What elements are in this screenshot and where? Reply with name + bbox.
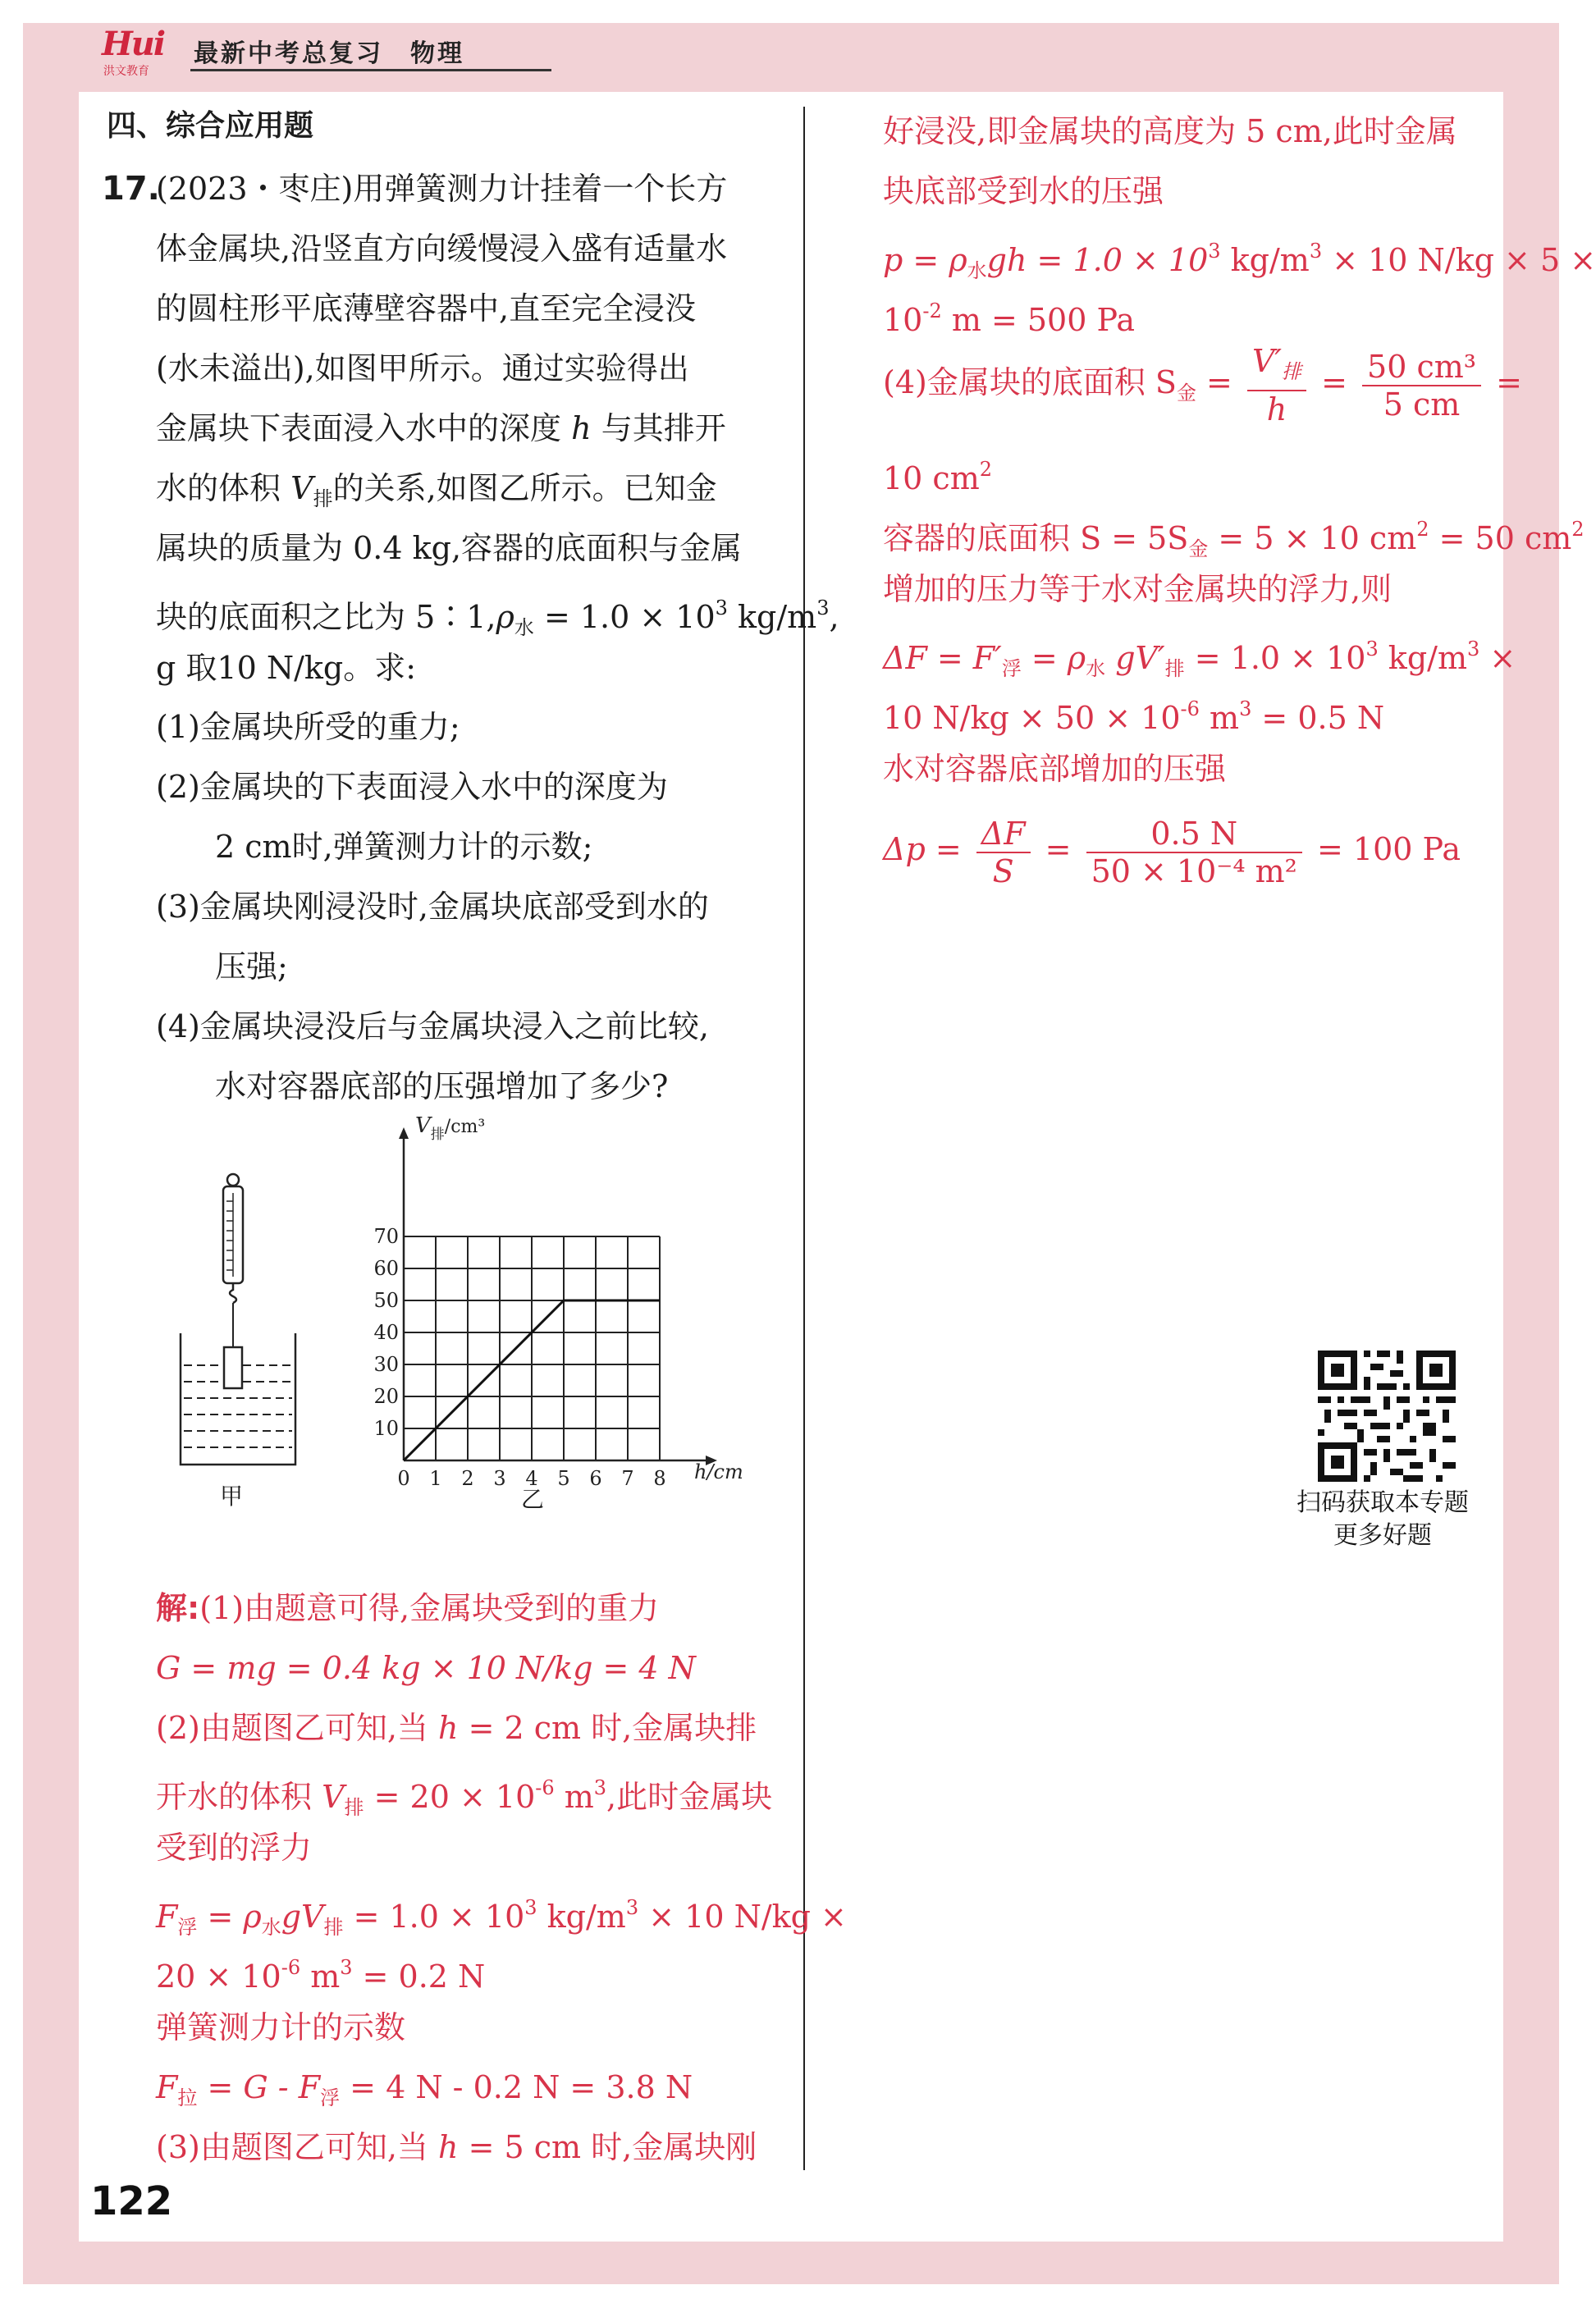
r9-sub2: 水 bbox=[1086, 657, 1106, 680]
solution-right-line-5 bbox=[883, 343, 1522, 430]
r10-c: = 0.5 N bbox=[1251, 700, 1385, 736]
solution-right-line-9 bbox=[883, 629, 1516, 688]
question-line-8-text: 块的底面积之比为 5∶1, bbox=[156, 599, 496, 635]
solution-line-9-b: = G - F bbox=[197, 2069, 321, 2105]
solution-line-10-a: (3)由题图乙可知,当 bbox=[156, 2129, 438, 2165]
solution-line-6 bbox=[156, 1888, 847, 1947]
solution-line-6-b: = ρ bbox=[197, 1899, 262, 1935]
rho-end: , bbox=[829, 599, 839, 635]
solution-line-6-d: = 1.0 × 10 bbox=[343, 1899, 525, 1935]
v-symbol: V bbox=[290, 470, 313, 506]
r3-exp2: 3 bbox=[1309, 240, 1323, 263]
x-tick-label: 8 bbox=[653, 1467, 666, 1490]
solution-line-1-text: (1)由题意可得,金属块受到的重力 bbox=[199, 1590, 660, 1626]
r7-exp: 2 bbox=[1416, 518, 1429, 541]
x-tick-label: 2 bbox=[461, 1467, 474, 1490]
r9-a: ΔF = F′ bbox=[883, 640, 1002, 676]
r6-exp: 2 bbox=[979, 458, 993, 481]
question-line-6-tail: 的关系,如图乙所示。已知金 bbox=[332, 470, 717, 506]
x-tick-label: 5 bbox=[557, 1467, 570, 1490]
solution-line-6-f: × 10 N/kg × bbox=[638, 1899, 847, 1935]
rho-unit-exponent: 3 bbox=[816, 596, 830, 619]
r3-b: gh = 1.0 × 10 bbox=[986, 242, 1209, 278]
r10-b: m bbox=[1199, 700, 1240, 736]
solution-right-line-1: 好浸没,即金属块的高度为 5 cm,此时金属 bbox=[883, 113, 1457, 149]
y-tick-label: 50 bbox=[373, 1289, 399, 1312]
r5-fraction-1 bbox=[1247, 343, 1306, 427]
y-tick-label: 30 bbox=[373, 1353, 399, 1376]
solution-line-6-a: F bbox=[156, 1899, 178, 1935]
solution-line-10 bbox=[156, 2127, 757, 2167]
question-line-5-text: 金属块下表面浸入水中的深度 bbox=[156, 410, 562, 446]
r10-a: 10 N/kg × 50 × 10 bbox=[883, 700, 1181, 736]
solution-line-9-a: F bbox=[156, 2069, 178, 2105]
r5-f1-den: h bbox=[1266, 391, 1287, 427]
r9-d: = 1.0 × 10 bbox=[1184, 640, 1366, 676]
solution-line-4-sub: 排 bbox=[344, 1796, 364, 1819]
part-2 bbox=[156, 767, 668, 807]
chart-grid bbox=[404, 1236, 660, 1460]
question-line-5-tail: 与其排开 bbox=[601, 410, 726, 446]
figure-jia bbox=[164, 1165, 312, 1510]
r12-f2-den: 50 × 10⁻⁴ m² bbox=[1091, 852, 1297, 889]
solution-line-3 bbox=[156, 1708, 757, 1748]
r9-sub3: 排 bbox=[1164, 657, 1185, 680]
r9-b: = ρ bbox=[1021, 640, 1086, 676]
y-axis-arrow bbox=[399, 1127, 409, 1139]
solution-right-line-2: 块底部受到水的压强 bbox=[883, 173, 1164, 209]
solution-line-5: 受到的浮力 bbox=[156, 1830, 313, 1866]
h-symbol: h bbox=[571, 410, 592, 446]
x-tick-label: 7 bbox=[621, 1467, 634, 1490]
r9-e: kg/m bbox=[1378, 640, 1467, 676]
chart-axes bbox=[399, 1127, 717, 1465]
y-tick-label: 20 bbox=[373, 1385, 399, 1408]
r3-c: kg/m bbox=[1220, 242, 1310, 278]
rho-unit: kg/m bbox=[727, 599, 817, 635]
solution-line-6-exp: 3 bbox=[524, 1896, 537, 1919]
question-line-9: g 取10 N/kg。求: bbox=[156, 650, 417, 686]
r4-exp: -2 bbox=[922, 299, 942, 322]
v-subscript: 排 bbox=[313, 487, 333, 510]
y-tick-label: 60 bbox=[373, 1257, 399, 1280]
book-title: 最新中考总复习 物理 bbox=[194, 39, 464, 68]
solution-jie: 解: bbox=[156, 1590, 200, 1626]
part-3-text: 金属块刚浸没时,金属块底部受到水的 bbox=[199, 889, 709, 925]
section-heading: 四、综合应用题 bbox=[107, 109, 314, 143]
question-line-6-text: 水的体积 bbox=[156, 470, 281, 506]
solution-line-3-b: = 2 cm 时,金属块排 bbox=[458, 1710, 757, 1746]
header-rule bbox=[190, 69, 551, 71]
solution-line-4-d: ,此时金属块 bbox=[606, 1779, 773, 1815]
solution-line-10-h: h bbox=[438, 2129, 459, 2165]
part-3 bbox=[156, 887, 709, 926]
r9-c: gV′ bbox=[1105, 640, 1165, 676]
solution-line-4-a: 开水的体积 bbox=[156, 1779, 322, 1815]
figure-jia-caption: 甲 bbox=[220, 1483, 244, 1510]
solution-line-7 bbox=[156, 1948, 485, 1996]
r5-f1-num-text: V′ bbox=[1251, 343, 1283, 379]
rho-value: = 1.0 × 10 bbox=[533, 599, 716, 635]
solution-line-9-sub: 拉 bbox=[177, 2086, 198, 2109]
r7-c: = 50 cm bbox=[1429, 520, 1572, 556]
page-bottom-band bbox=[23, 2242, 1559, 2284]
r5-b: = bbox=[1196, 364, 1242, 400]
r5-eq: = bbox=[1311, 364, 1358, 400]
solution-line-6-sub2: 水 bbox=[261, 1916, 281, 1939]
r12-f1-num: ΔF bbox=[976, 816, 1031, 853]
solution-line-9 bbox=[156, 2068, 693, 2118]
solution-line-4 bbox=[156, 1768, 772, 1827]
solution-line-1 bbox=[156, 1588, 659, 1628]
r10-exp: -6 bbox=[1180, 697, 1200, 720]
r12-fraction-2 bbox=[1086, 816, 1302, 889]
solution-right-line-6 bbox=[883, 450, 992, 498]
qr-caption-line-1: 扫码获取本专题 bbox=[1296, 1488, 1469, 1517]
figure-yi-caption: 乙 bbox=[521, 1486, 545, 1513]
r5-f1-num-sub: 排 bbox=[1282, 360, 1302, 383]
y-label-unit: /cm³ bbox=[444, 1117, 486, 1137]
r5-f1-num bbox=[1247, 343, 1306, 391]
rho-subscript: 水 bbox=[514, 616, 534, 639]
solution-right-line-8: 增加的压力等于水对金属块的浮力,则 bbox=[883, 571, 1392, 607]
publisher-logo bbox=[102, 25, 184, 78]
part-2-label: (2) bbox=[156, 769, 200, 805]
x-tick-label: 4 bbox=[525, 1467, 538, 1490]
r5-fraction-2 bbox=[1362, 349, 1481, 423]
solution-line-2: G = mg = 0.4 kg × 10 N/kg = 4 N bbox=[156, 1650, 696, 1686]
solution-right-line-3 bbox=[883, 231, 1596, 290]
solution-line-6-e: kg/m bbox=[537, 1899, 626, 1935]
y-label-sub: 排 bbox=[430, 1127, 445, 1143]
qr-caption-line-2: 更多好题 bbox=[1333, 1521, 1432, 1550]
chart-x-axis-label: h/cm bbox=[694, 1460, 743, 1483]
r5-f2-den: 5 cm bbox=[1383, 386, 1461, 423]
solution-right-line-10 bbox=[883, 689, 1384, 738]
part-3-label: (3) bbox=[156, 889, 200, 925]
part-1-label: (1) bbox=[156, 709, 200, 745]
x-tick-label: 0 bbox=[397, 1467, 410, 1490]
solution-line-4-c: m bbox=[554, 1779, 594, 1815]
solution-line-3-h: h bbox=[438, 1710, 459, 1746]
x-tick-label: 6 bbox=[589, 1467, 602, 1490]
question-line-5 bbox=[156, 409, 726, 448]
solution-line-9-sub2: 浮 bbox=[320, 2086, 341, 2109]
solution-line-4-exp2: 3 bbox=[593, 1776, 607, 1799]
r9-f: × bbox=[1479, 640, 1516, 676]
qr-code[interactable] bbox=[1318, 1351, 1456, 1482]
x-tick-label: 1 bbox=[429, 1467, 442, 1490]
column-divider bbox=[803, 107, 805, 2170]
r3-exp: 3 bbox=[1208, 240, 1221, 263]
y-tick-label: 40 bbox=[373, 1321, 399, 1344]
x-tick-label: 3 bbox=[493, 1467, 506, 1490]
solution-right-line-11: 水对容器底部增加的压强 bbox=[883, 751, 1227, 787]
question-line-3: 的圆柱形平底薄壁容器中,直至完全浸没 bbox=[156, 290, 697, 327]
part-4 bbox=[156, 1007, 709, 1046]
solution-line-8: 弹簧测力计的示数 bbox=[156, 2009, 406, 2045]
r9-exp: 3 bbox=[1365, 638, 1379, 660]
solution-line-7-c: = 0.2 N bbox=[352, 1958, 486, 1995]
solution-line-6-c: gV bbox=[281, 1899, 324, 1935]
question-line-4: (水未溢出),如图甲所示。通过实验得出 bbox=[156, 350, 689, 386]
r12-f2-num: 0.5 N bbox=[1086, 816, 1302, 853]
rho-exponent: 3 bbox=[715, 596, 728, 619]
figure-yi-chart bbox=[328, 1113, 771, 1542]
r4-a: 10 bbox=[883, 302, 923, 338]
question-line-8 bbox=[156, 588, 839, 647]
r3-d: × 10 N/kg × 5 × bbox=[1322, 242, 1596, 278]
r9-sub: 浮 bbox=[1001, 657, 1022, 680]
metal-block bbox=[224, 1347, 242, 1388]
r12-eq: = bbox=[1035, 831, 1082, 867]
r7-b: = 5 × 10 cm bbox=[1208, 520, 1417, 556]
chart-y-axis-label bbox=[415, 1113, 485, 1143]
part-1-text: 金属块所受的重力; bbox=[199, 709, 460, 745]
r7-a: 容器的底面积 S = 5S bbox=[883, 520, 1189, 556]
r4-b: m = 500 Pa bbox=[941, 302, 1135, 338]
logo-subtitle: 洪文教育 bbox=[103, 65, 149, 78]
solution-line-7-b: m bbox=[300, 1958, 341, 1995]
solution-line-4-v: V bbox=[322, 1779, 345, 1815]
chart-tick-labels bbox=[373, 1225, 665, 1490]
r5-end: = bbox=[1486, 364, 1522, 400]
rho-symbol: ρ bbox=[496, 599, 514, 635]
page-left-margin-band bbox=[23, 92, 79, 2242]
question-line-2: 体金属块,沿竖直方向缓慢浸入盛有适量水 bbox=[156, 231, 728, 267]
balance-hook bbox=[230, 1283, 236, 1303]
balance-ring bbox=[227, 1174, 239, 1186]
r5-a: (4)金属块的底面积 S bbox=[883, 364, 1177, 400]
question-line-6 bbox=[156, 468, 717, 519]
solution-line-4-b: = 20 × 10 bbox=[364, 1779, 536, 1815]
solution-line-6-sub3: 排 bbox=[323, 1916, 344, 1939]
solution-right-line-12 bbox=[883, 812, 1461, 889]
y-tick-label: 10 bbox=[373, 1417, 399, 1440]
y-label-main: V bbox=[415, 1113, 431, 1138]
r3-a: p = ρ bbox=[883, 242, 967, 278]
solution-line-6-exp2: 3 bbox=[625, 1896, 639, 1919]
y-tick-label: 70 bbox=[373, 1225, 399, 1248]
solution-line-9-c: = 4 N - 0.2 N = 3.8 N bbox=[340, 2069, 693, 2105]
r12-end: = 100 Pa bbox=[1306, 831, 1461, 867]
solution-line-7-exp: -6 bbox=[281, 1956, 301, 1979]
question-line-7: 属块的质量为 0.4 kg,容器的底面积与金属 bbox=[156, 530, 743, 566]
solution-line-3-a: (2)由题图乙可知,当 bbox=[156, 1710, 438, 1746]
solution-right-line-7 bbox=[883, 510, 1585, 569]
solution-line-7-a: 20 × 10 bbox=[156, 1958, 281, 1995]
page-number: 122 bbox=[90, 2178, 173, 2224]
r7-sub: 金 bbox=[1188, 537, 1209, 560]
solution-line-10-b: = 5 cm 时,金属块刚 bbox=[458, 2129, 757, 2165]
solution-line-4-exp: -6 bbox=[535, 1776, 555, 1799]
logo-mark: Hui bbox=[102, 25, 165, 63]
r5-sub: 金 bbox=[1176, 382, 1196, 404]
part-4-continued: 水对容器底部的压强增加了多少? bbox=[215, 1068, 669, 1104]
part-4-text: 金属块浸没后与金属块浸入之前比较, bbox=[199, 1008, 709, 1044]
r9-exp2: 3 bbox=[1467, 638, 1480, 660]
part-2-text: 金属块的下表面浸入水中的深度为 bbox=[199, 769, 668, 805]
r12-f1-den: S bbox=[992, 852, 1014, 889]
solution-right-line-4 bbox=[883, 291, 1135, 340]
r5-f2-num: 50 cm³ bbox=[1362, 349, 1481, 386]
solution-line-7-exp2: 3 bbox=[340, 1956, 353, 1979]
question-line-1: (2023・枣庄)用弹簧测力计挂着一个长方 bbox=[156, 171, 728, 207]
question-number: 17. bbox=[102, 170, 160, 208]
r12-a: Δp = bbox=[883, 831, 972, 867]
r12-fraction-1 bbox=[976, 816, 1031, 889]
r7-exp2: 2 bbox=[1571, 518, 1585, 541]
r3-sub: 水 bbox=[967, 259, 987, 282]
part-3-continued: 压强; bbox=[215, 948, 288, 985]
part-4-label: (4) bbox=[156, 1008, 200, 1044]
r10-exp2: 3 bbox=[1239, 697, 1252, 720]
qr-caption bbox=[1280, 1487, 1485, 1552]
part-1 bbox=[156, 707, 460, 747]
part-2-continued: 2 cm时,弹簧测力计的示数; bbox=[215, 829, 593, 865]
r6-a: 10 cm bbox=[883, 460, 980, 496]
solution-line-6-sub: 浮 bbox=[177, 1916, 198, 1939]
